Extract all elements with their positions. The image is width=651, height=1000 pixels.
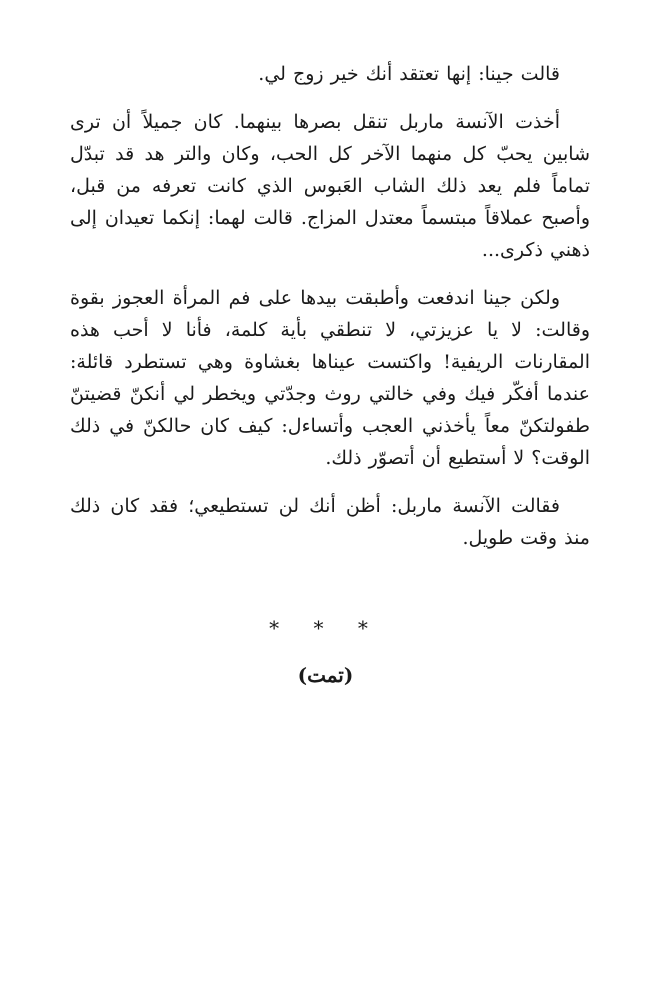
- paragraph-3: ولكن جينا اندفعت وأطبقت بيدها على فم المرأة العجوز بقوة وقالت: لا يا عزيزتي، لا تنطقي بأية كلمة، فأنا لا أحب هذه المقارنات الريفية! واكتست عيناها بغشاوة وهي تستطرد قائلة: عندما أفكّر فيك وفي خالتي روث وجدّتي ويخطر لي أنكنّ قضيتنّ طفولتكنّ معاً يأخذني العجب وأتساءل: كيف كان حالكنّ في ذلك الوقت؟ لا أستطيع أن أتصوّر ذلك.: [70, 287, 590, 469]
- end-mark: (تمت): [297, 663, 354, 687]
- paragraph-4: فقالت الآنسة ماربل: أظن أنك لن تستطيعي؛ فقد كان ذلك منذ وقت طويل.: [70, 495, 590, 549]
- section-separator: * * *: [269, 616, 382, 640]
- page-body: [70, 58, 590, 570]
- paragraph-2: أخذت الآنسة ماربل تنقل بصرها بينهما. كان جميلاً أن ترى شابين يحبّ كل منهما الآخر كل الحب، وكان والتر هد قد تبدّل تماماً فلم يعد ذلك الشاب العَبوس الذي كانت تعرفه من قبل، وأصبح عملاقاً مبتسماً معتدل المزاج. قالت لهما: إنكما تعيدان إلى ذهني ذكرى...: [70, 111, 590, 261]
- paragraph-1: قالت جينا: إنها تعتقد أنك خير زوج لي.: [258, 63, 560, 85]
